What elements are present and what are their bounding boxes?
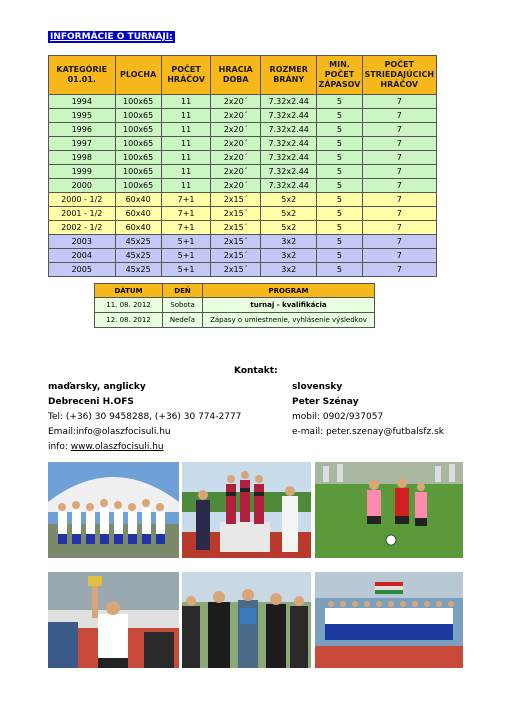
table-cell: 2x15´ [211, 263, 261, 277]
table-row [49, 193, 437, 207]
table-cell: 5 [317, 249, 362, 263]
contact-slovak [292, 380, 444, 440]
table-cell: 7.32x2.44 [261, 179, 317, 193]
table-cell: 7 [362, 95, 436, 109]
table-cell: 7 [362, 249, 436, 263]
table-cell: 45x25 [115, 249, 161, 263]
table-cell: 1994 [49, 95, 116, 109]
table-cell: 7.32x2.44 [261, 165, 317, 179]
table-row [49, 151, 437, 165]
table-cell: 1995 [49, 109, 116, 123]
contact-email[interactable]: Email:info@olaszfocisuli.hu [48, 427, 171, 437]
table-cell: 5 [317, 221, 362, 235]
table-cell: 7 [362, 193, 436, 207]
team-lineup-photo [315, 572, 463, 668]
table-cell: 2x20´ [211, 179, 261, 193]
table-cell: 5x2 [261, 193, 317, 207]
contact-name: Debreceni H.OFS [48, 397, 134, 407]
table-row [49, 95, 437, 109]
table-cell: 3x2 [261, 235, 317, 249]
table-cell: 5 [317, 263, 362, 277]
table-cell: 2004 [49, 249, 116, 263]
table-cell: 11 [161, 95, 211, 109]
table-row [49, 165, 437, 179]
table-row [49, 137, 437, 151]
table-cell: 11 [161, 151, 211, 165]
schedule-column-header: DEŇ [163, 284, 203, 298]
table-cell: 100x65 [115, 165, 161, 179]
table-cell: 7.32x2.44 [261, 95, 317, 109]
table-cell: 11 [161, 123, 211, 137]
table-cell: 100x65 [115, 109, 161, 123]
table-cell: 60x40 [115, 221, 161, 235]
column-header: PLOCHA [115, 56, 161, 95]
table-cell: 5x2 [261, 221, 317, 235]
table-cell: 5+1 [161, 235, 211, 249]
table-row [49, 179, 437, 193]
table-cell: 3x2 [261, 249, 317, 263]
table-cell: 2x15´ [211, 193, 261, 207]
table-cell: 5+1 [161, 249, 211, 263]
table-cell: 2x15´ [211, 207, 261, 221]
table-cell: 5 [317, 207, 362, 221]
table-cell: 7 [362, 263, 436, 277]
table-cell: 2000 - 1/2 [49, 193, 116, 207]
table-cell: 7.32x2.44 [261, 151, 317, 165]
table-cell: 2x15´ [211, 249, 261, 263]
contact-name: Peter Szénay [292, 397, 359, 407]
contact-languages: maďarsky, anglicky [48, 382, 146, 392]
table-cell: 45x25 [115, 263, 161, 277]
table-cell: 2003 [49, 235, 116, 249]
tournament-info-table [48, 55, 437, 277]
schedule-column-header: PROGRAM [203, 284, 375, 298]
table-cell: 5 [317, 95, 362, 109]
schedule-table [94, 283, 375, 328]
trophy-winner-photo [48, 572, 179, 668]
table-cell: 5 [317, 137, 362, 151]
column-header: HRACIA DOBA [211, 56, 261, 95]
schedule-cell: Nedeľa [163, 313, 203, 328]
table-cell: 2x20´ [211, 151, 261, 165]
table-cell: 7.32x2.44 [261, 109, 317, 123]
table-cell: 5 [317, 123, 362, 137]
contact-languages: slovensky [292, 382, 343, 392]
table-cell: 2x20´ [211, 123, 261, 137]
table-header-row [49, 56, 437, 95]
table-cell: 5 [317, 235, 362, 249]
table-cell: 5+1 [161, 263, 211, 277]
table-cell: 1998 [49, 151, 116, 165]
table-cell: 2001 - 1/2 [49, 207, 116, 221]
schedule-header-row [95, 284, 375, 298]
contact-email[interactable]: e-mail: peter.szenay@futbalsfz.sk [292, 427, 444, 437]
table-cell: 5 [317, 165, 362, 179]
section-title: INFORMÁCIE O TURNAJI: [50, 32, 173, 42]
table-cell: 5 [317, 193, 362, 207]
table-cell: 7 [362, 137, 436, 151]
table-row [49, 109, 437, 123]
schedule-cell: 12. 08. 2012 [95, 313, 163, 328]
table-cell: 1999 [49, 165, 116, 179]
table-cell: 5 [317, 179, 362, 193]
table-cell: 2x20´ [211, 165, 261, 179]
schedule-cell: Zápasy o umiestnenie, vyhlásenie výsledkov [203, 313, 375, 328]
table-cell: 100x65 [115, 137, 161, 151]
table-cell: 7 [362, 179, 436, 193]
schedule-cell: 11. 08. 2012 [95, 298, 163, 313]
table-row [49, 249, 437, 263]
match-action-photo [315, 462, 463, 558]
table-cell: 11 [161, 109, 211, 123]
table-cell: 1996 [49, 123, 116, 137]
schedule-cell: Sobota [163, 298, 203, 313]
table-cell: 7 [362, 221, 436, 235]
contact-mobile: mobil: 0902/937057 [292, 412, 384, 422]
table-cell: 11 [161, 165, 211, 179]
column-header: MIN. POČET ZÁPASOV [317, 56, 362, 95]
table-cell: 7 [362, 109, 436, 123]
table-cell: 2002 - 1/2 [49, 221, 116, 235]
website-link[interactable]: www.olaszfocisuli.hu [70, 442, 164, 452]
schedule-row [95, 313, 375, 328]
table-cell: 7 [362, 123, 436, 137]
table-cell: 7+1 [161, 207, 211, 221]
table-cell: 60x40 [115, 207, 161, 221]
table-cell: 7.32x2.44 [261, 137, 317, 151]
table-cell: 100x65 [115, 151, 161, 165]
table-cell: 100x65 [115, 95, 161, 109]
team-group-photo [48, 462, 179, 558]
table-row [49, 123, 437, 137]
schedule-cell: turnaj - kvalifikácia [203, 298, 375, 313]
table-cell: 2x15´ [211, 221, 261, 235]
table-cell: 100x65 [115, 123, 161, 137]
table-cell: 5 [317, 151, 362, 165]
column-header: POČET STRIEDAJÚCICH HRÁČOV [362, 56, 436, 95]
contact-hungarian [48, 380, 241, 455]
table-cell: 2005 [49, 263, 116, 277]
award-ceremony-photo [182, 462, 311, 558]
table-cell: 5x2 [261, 207, 317, 221]
table-row [49, 207, 437, 221]
schedule-row [95, 298, 375, 313]
table-cell: 11 [161, 137, 211, 151]
column-header: KATEGÓRIE 01.01. [49, 56, 116, 95]
table-cell: 7.32x2.44 [261, 123, 317, 137]
schedule-column-header: DÁTUM [95, 284, 163, 298]
table-cell: 2x20´ [211, 95, 261, 109]
table-row [49, 235, 437, 249]
table-cell: 7+1 [161, 221, 211, 235]
table-cell: 7 [362, 207, 436, 221]
table-cell: 7 [362, 235, 436, 249]
contact-info [48, 440, 241, 455]
table-cell: 1997 [49, 137, 116, 151]
table-cell: 100x65 [115, 179, 161, 193]
table-cell: 2000 [49, 179, 116, 193]
table-cell: 2x20´ [211, 109, 261, 123]
contact-title: Kontakt: [234, 366, 278, 376]
handshake-photo [182, 572, 311, 668]
contact-phone: Tel: (+36) 30 9458288, (+36) 30 774-2777 [48, 412, 242, 422]
table-row [49, 263, 437, 277]
table-cell: 7 [362, 165, 436, 179]
table-cell: 5 [317, 109, 362, 123]
table-cell: 60x40 [115, 193, 161, 207]
column-header: ROZMER BRÁNY [261, 56, 317, 95]
table-cell: 45x25 [115, 235, 161, 249]
table-cell: 7+1 [161, 193, 211, 207]
table-cell: 2x20´ [211, 137, 261, 151]
table-cell: 2x15´ [211, 235, 261, 249]
table-cell: 11 [161, 179, 211, 193]
table-cell: 3x2 [261, 263, 317, 277]
info-prefix: info: [48, 442, 71, 452]
column-header: POČET HRÁČOV [161, 56, 211, 95]
table-row [49, 221, 437, 235]
table-cell: 7 [362, 151, 436, 165]
